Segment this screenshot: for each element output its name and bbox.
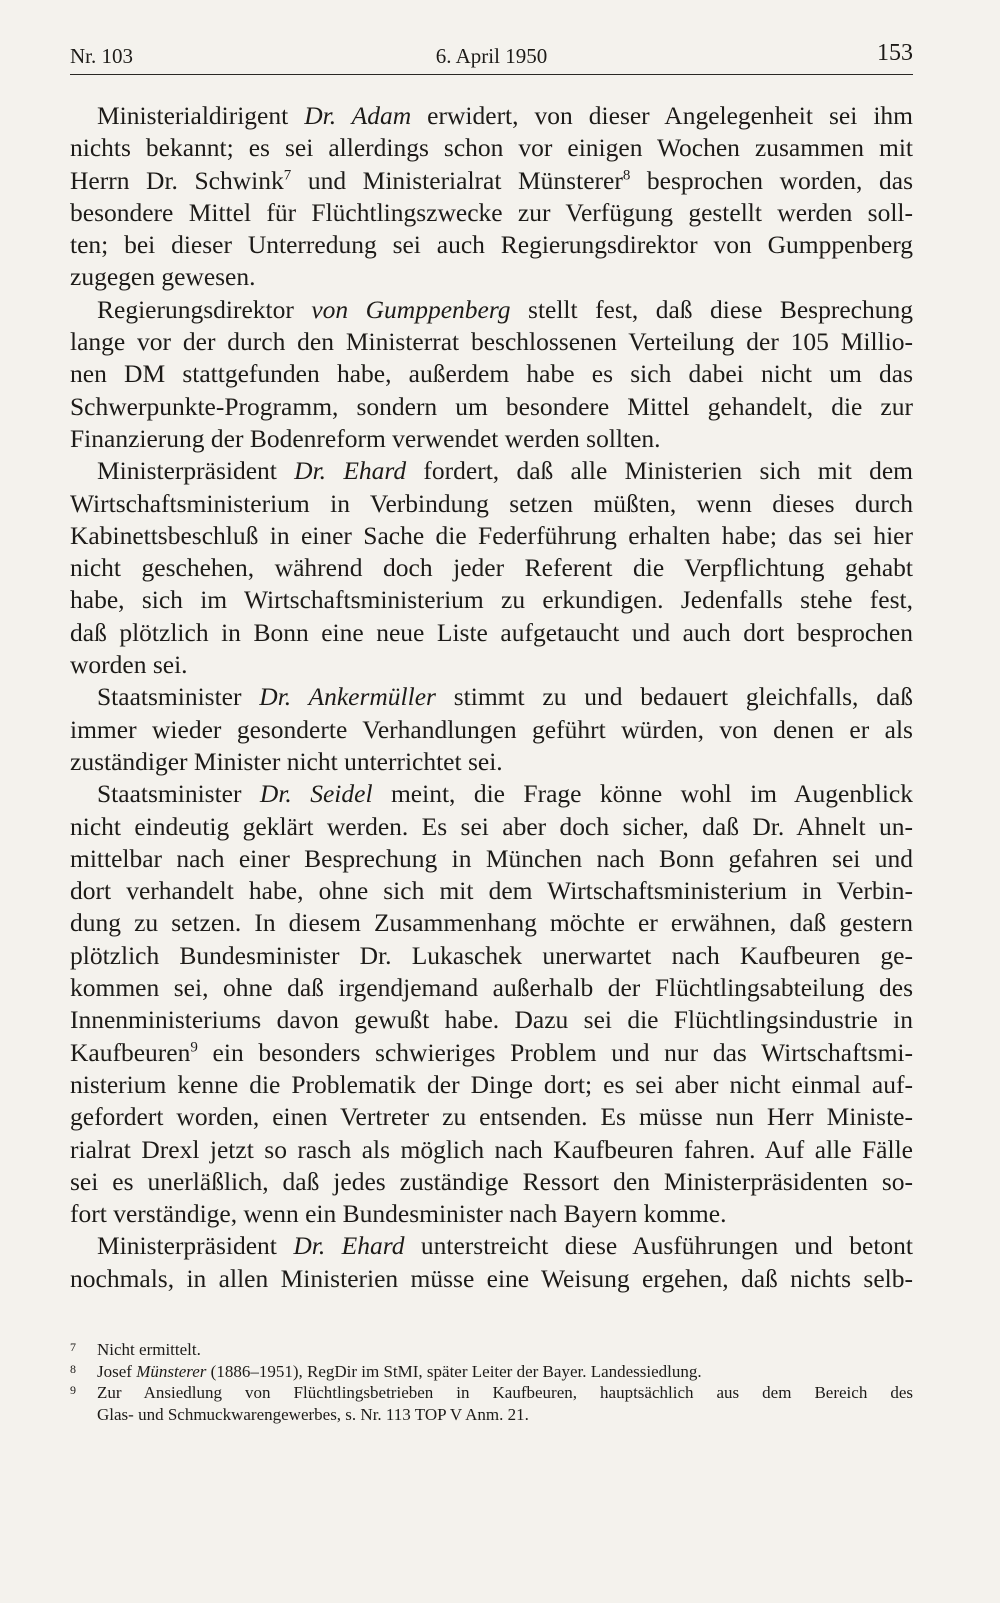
footnote-ref: 8 xyxy=(622,167,631,184)
text-run: Schwerpunkte-Programm, sondern um besondere Mittel gehandelt, die zur xyxy=(70,391,913,421)
text-run: nisterium kenne die Problematik der Dinge dort; es sei aber nicht einmal auf- xyxy=(70,1069,913,1099)
text-run: erwidert, von dieser Angelegenheit sei ihm xyxy=(411,101,914,130)
text-run: habe, sich im Wirtschaftsministerium zu erkundigen. Jedenfalls stehe fest, xyxy=(70,585,913,615)
text-run: Kabinettsbeschluß in einer Sache die Federführung erhalten habe; das sei hier xyxy=(70,520,913,550)
text-run: fordert, daß alle Ministerien sich mit dem xyxy=(406,456,913,486)
text-run: sei es unerläßlich, daß jedes zuständige Ressort den Ministerpräsidenten so- xyxy=(70,1166,913,1196)
text-line xyxy=(70,972,913,1004)
text-run: Innenministeriums davon gewußt habe. Dazu sei die Flüchtlingsindustrie in xyxy=(70,1005,913,1035)
text-run: dung zu setzen. In diesem Zusammenhang möchte er erwähnen, daß gestern xyxy=(70,908,913,938)
text-run: nen DM stattgefunden habe, außerdem habe es sich dabei nicht um das xyxy=(70,359,913,389)
text-run: stimmt zu und bedauert gleichfalls, daß xyxy=(435,682,914,712)
text-run: Finanzierung der Bodenreform verwendet werden sollten. xyxy=(70,423,661,453)
text-run: nicht geschehen, während doch jeder Referent die Verpflichtung gehabt xyxy=(70,553,913,583)
running-header xyxy=(70,40,913,75)
text-line xyxy=(70,229,913,261)
text-run: zuständiger Minister nicht unterrichtet sei. xyxy=(70,746,503,776)
text-line xyxy=(70,326,913,358)
text-run: besprochen worden, das xyxy=(630,165,913,195)
speaker-name: Dr. Ankermüller xyxy=(259,682,436,712)
text-line xyxy=(70,714,913,746)
text-run: rialrat Drexl jetzt so rasch als möglich nach Kaufbeuren fahren. Auf alle Fälle xyxy=(70,1134,913,1164)
text-run: Nicht ermittelt. xyxy=(97,1340,201,1359)
footnote-ref: 7 xyxy=(283,167,292,184)
speaker-name: Dr. Ehard xyxy=(294,456,407,486)
text-line xyxy=(70,391,913,423)
text-line xyxy=(70,746,913,778)
text-line xyxy=(70,423,913,455)
text-run: immer wieder gesonderte Verhandlungen geführt würden, von denen er als xyxy=(70,714,913,744)
text-line xyxy=(70,875,913,907)
speaker-name: von Gumppenberg xyxy=(311,294,511,324)
text-line xyxy=(70,552,913,584)
text-line xyxy=(70,778,913,810)
text-line xyxy=(70,1101,913,1133)
speaker-name: Münsterer xyxy=(136,1361,207,1381)
footnote-number: 7 xyxy=(70,1340,76,1354)
text-line xyxy=(70,165,913,197)
text-line xyxy=(70,843,913,875)
speaker-name: Dr. Ehard xyxy=(293,1231,405,1261)
text-run: Wirtschaftsministerium in Verbindung setzen müßten, wenn dieses durch xyxy=(70,488,913,518)
text-run: Ministerialdirigent xyxy=(97,101,305,130)
text-line xyxy=(70,358,913,390)
text-run: Kaufbeuren xyxy=(70,1037,191,1067)
text-line xyxy=(70,584,913,616)
text-line xyxy=(70,197,913,229)
text-run: meint, die Frage könne wohl im Augenblick xyxy=(372,779,913,809)
text-run: Staatsminister xyxy=(97,779,260,809)
speaker-name: Dr. Seidel xyxy=(259,779,373,809)
text-run: daß plötzlich in Bonn eine neue Liste aufgetaucht und auch dort besprochen xyxy=(70,617,913,647)
text-line xyxy=(70,649,913,681)
text-run: ten; bei dieser Unterredung sei auch Regierungsdirektor von Gumppenberg xyxy=(70,230,913,260)
text-line xyxy=(70,940,913,972)
text-line xyxy=(70,681,913,713)
text-run: besondere Mittel für Flüchtlingszwecke zur Verfügung gestellt werden soll- xyxy=(70,197,913,227)
text-run: Ministerpräsident xyxy=(97,456,295,486)
text-run: plötzlich Bundesminister Dr. Lukaschek unerwartet nach Kaufbeuren ge- xyxy=(70,940,913,970)
text-line xyxy=(70,1037,913,1069)
text-run: Zur Ansiedlung von Flüchtlingsbetrieben in Kaufbeuren, hauptsächlich aus dem Bereich des xyxy=(97,1383,913,1403)
text-line xyxy=(70,100,913,132)
footnote-line xyxy=(70,1339,913,1361)
text-line xyxy=(70,455,913,487)
text-run: nichts bekannt; es sei allerdings schon vor einigen Wochen zusammen mit xyxy=(70,133,913,163)
text-line xyxy=(70,1069,913,1101)
text-line xyxy=(70,132,913,164)
footnote-line xyxy=(70,1382,913,1404)
text-line xyxy=(70,1230,913,1262)
text-run: Glas- und Schmuckwarengewerbes, s. Nr. 113 TOP V Anm. 21. xyxy=(97,1404,529,1424)
text-run: lange vor der durch den Ministerrat beschlossenen Verteilung der 105 Millio- xyxy=(70,327,913,357)
text-run: mittelbar nach einer Besprechung in München nach Bonn gefahren sei und xyxy=(70,843,913,873)
document-number: Nr. 103 xyxy=(70,44,133,68)
text-run: und Ministerialrat Münsterer xyxy=(291,165,623,195)
text-run: Josef xyxy=(97,1361,137,1381)
text-run: (1886–1951), RegDir im StMI, später Leiter der Bayer. Landessiedlung. xyxy=(206,1361,702,1381)
text-line xyxy=(70,1263,913,1295)
text-run: nochmals, in allen Ministerien müsse eine Weisung ergehen, daß nichts selb- xyxy=(70,1263,913,1293)
text-line xyxy=(70,617,913,649)
text-line xyxy=(70,1166,913,1198)
footnote-number: 8 xyxy=(70,1361,76,1376)
text-line xyxy=(70,294,913,326)
text-line xyxy=(70,488,913,520)
text-run: kommen sei, ohne daß irgendjemand außerhalb der Flüchtlingsabteilung des xyxy=(70,973,913,1003)
footnote-line xyxy=(70,1404,913,1426)
text-run: Ministerpräsident xyxy=(97,1231,294,1261)
page-number: 153 xyxy=(877,40,913,66)
text-line xyxy=(70,1198,913,1230)
text-run: unterstreicht diese Ausführungen und betont xyxy=(404,1231,913,1261)
text-line xyxy=(70,1004,913,1036)
text-run: dort verhandelt habe, ohne sich mit dem Wirtschaftsministerium in Verbin- xyxy=(70,876,913,906)
text-run: stellt fest, daß diese Besprechung xyxy=(510,294,913,324)
text-run: Regierungsdirektor xyxy=(97,294,312,324)
body-text xyxy=(70,100,913,1295)
footnote-line xyxy=(70,1361,913,1383)
text-run: worden sei. xyxy=(70,650,188,680)
text-line xyxy=(70,261,913,293)
text-run: ein besonders schwieriges Problem und nur das Wirtschaftsmi- xyxy=(197,1037,913,1067)
text-run: nicht eindeutig geklärt werden. Es sei aber doch sicher, daß Dr. Ahnelt un- xyxy=(70,811,913,841)
text-line xyxy=(70,520,913,552)
footnote-ref: 9 xyxy=(190,1039,198,1056)
text-run: gefordert worden, einen Vertreter zu entsenden. Es müsse nun Herr Ministe- xyxy=(70,1102,913,1132)
text-line xyxy=(70,811,913,843)
text-run: zugegen gewesen. xyxy=(70,262,256,292)
text-line xyxy=(70,907,913,939)
text-run: fort verständige, wenn ein Bundesminister nach Bayern komme. xyxy=(70,1199,727,1229)
text-line xyxy=(70,1134,913,1166)
text-run: Staatsminister xyxy=(97,682,260,712)
header-date: 6. April 1950 xyxy=(435,44,548,68)
footnotes xyxy=(70,1339,913,1425)
footnote-number: 9 xyxy=(70,1383,76,1398)
text-run: Herrn Dr. Schwink xyxy=(70,165,284,195)
speaker-name: Dr. Adam xyxy=(304,101,412,130)
